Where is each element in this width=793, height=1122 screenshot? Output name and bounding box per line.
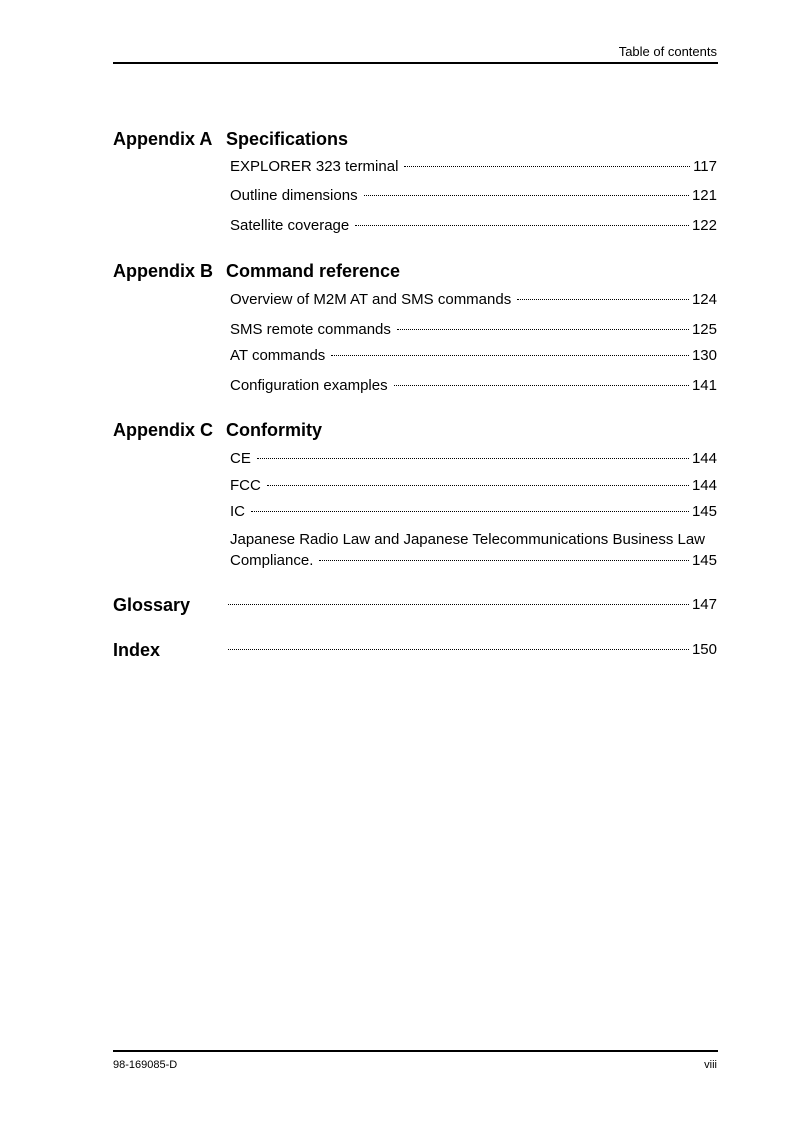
toc-entry-page: 141 [691, 377, 717, 394]
toc-entry-page: 122 [691, 217, 717, 234]
toc-entry-page: 145 [691, 503, 717, 520]
toc-entry-ce[interactable] [230, 449, 717, 469]
toc-entry-page: 144 [691, 477, 717, 494]
footer-rule [113, 1050, 718, 1052]
toc-entry-at-commands[interactable] [230, 346, 717, 366]
glossary-label: Glossary [113, 595, 191, 615]
toc-entry-glossary[interactable] [228, 595, 717, 615]
toc-entry-text: IC [230, 503, 245, 520]
toc-entry-page: 144 [691, 450, 717, 467]
toc-entry-text-line2: Compliance. [230, 552, 314, 569]
toc-entry-text-line1: Japanese Radio Law and Japanese Telecommunications Business Law [230, 531, 706, 548]
toc-entry-page: 130 [691, 347, 717, 364]
toc-entry-page: 125 [691, 321, 717, 338]
appendix-b-title[interactable]: Command reference [226, 261, 401, 281]
toc-entry-fcc[interactable] [230, 476, 717, 496]
dot-leader [267, 485, 689, 486]
dot-leader [251, 511, 689, 512]
dot-leader [397, 329, 689, 330]
toc-entry-page: 124 [691, 291, 717, 308]
footer-document-number: 98-169085-D [113, 1059, 178, 1071]
dot-leader [517, 299, 689, 300]
toc-entry-page: 121 [691, 187, 717, 204]
header-rule [113, 62, 718, 64]
toc-entry-text: Satellite coverage [230, 217, 350, 234]
toc-entry-page: 117 [693, 158, 717, 175]
toc-entry-index[interactable] [228, 640, 717, 660]
index-label: Index [113, 640, 161, 660]
toc-entry-line2 [230, 550, 717, 571]
appendix-c-title[interactable]: Conformity [226, 420, 322, 440]
dot-leader [228, 649, 689, 650]
running-header-title: Table of contents [618, 44, 717, 59]
dot-leader [319, 560, 689, 561]
footer-page-number: viii [704, 1059, 717, 1071]
toc-entry-page: 150 [691, 641, 717, 658]
toc-entry-japanese-radio-law[interactable] [230, 529, 717, 571]
toc-entry-text: SMS remote commands [230, 321, 391, 338]
dot-leader [331, 355, 689, 356]
appendix-a-label: Appendix A [113, 129, 213, 149]
toc-entry-outline-dimensions[interactable] [230, 186, 717, 206]
appendix-b-label: Appendix B [113, 261, 214, 281]
toc-entry-text: Outline dimensions [230, 187, 358, 204]
toc-entry-satellite-coverage[interactable] [230, 216, 717, 236]
toc-entry-text: CE [230, 450, 251, 467]
toc-entry-explorer-323-terminal[interactable] [230, 157, 717, 177]
appendix-c-label: Appendix C [113, 420, 214, 440]
dot-leader [355, 225, 689, 226]
toc-entry-configuration-examples[interactable] [230, 376, 717, 396]
dot-leader [228, 604, 689, 605]
toc-entry-page: 147 [691, 596, 717, 613]
toc-entry-page: 145 [691, 552, 717, 569]
toc-entry-ic[interactable] [230, 502, 717, 522]
toc-entry-text: Overview of M2M AT and SMS commands [230, 291, 512, 308]
appendix-a-title[interactable]: Specifications [226, 129, 349, 149]
dot-leader [394, 385, 689, 386]
dot-leader [404, 166, 690, 167]
toc-entry-text: FCC [230, 477, 261, 494]
toc-entry-sms-remote-commands[interactable] [230, 320, 717, 340]
dot-leader [364, 195, 689, 196]
toc-entry-text: Configuration examples [230, 377, 388, 394]
toc-entry-text: AT commands [230, 347, 326, 364]
toc-entry-overview-m2m[interactable] [230, 290, 717, 310]
toc-entry-text: EXPLORER 323 terminal [230, 158, 399, 175]
dot-leader [257, 458, 689, 459]
